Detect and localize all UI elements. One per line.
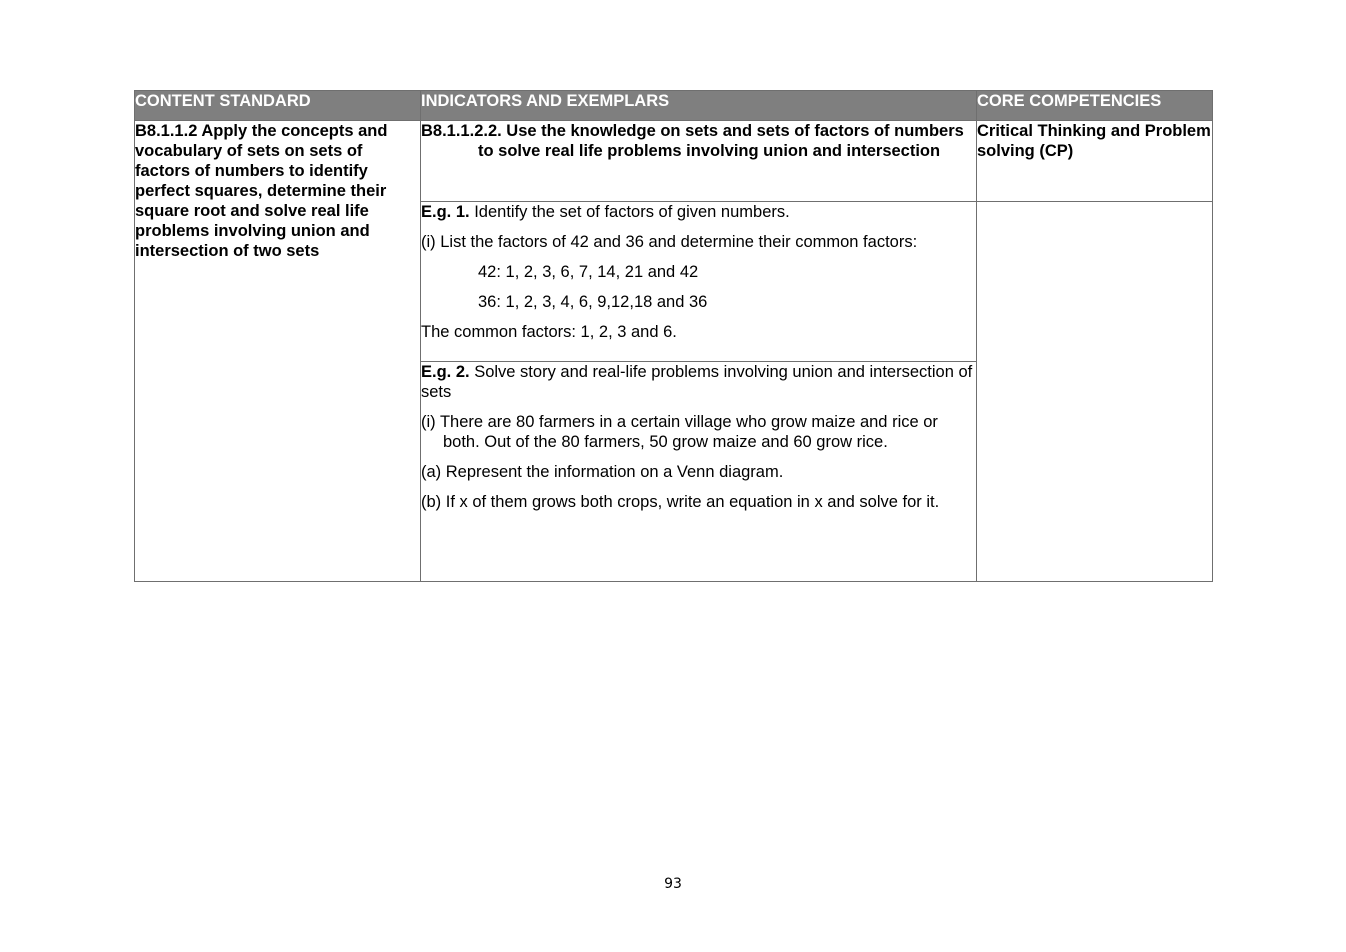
factors-of-42: 42: 1, 2, 3, 6, 7, 14, 21 and 42 (478, 263, 699, 281)
example-2-intro-line (421, 362, 976, 402)
core-competency-cell: Critical Thinking and Problem solving (CP) (977, 121, 1213, 202)
example-1-cell (421, 202, 977, 362)
content-standard-cell: B8.1.1.2 Apply the concepts and vocabulary of sets on sets of factors of numbers to identify perfect squares, determine their square root and solve real life problems involving union and intersection of two sets (135, 121, 421, 582)
table-row (135, 121, 1213, 202)
header-indicators: INDICATORS AND EXEMPLARS (421, 91, 977, 121)
page-number: 93 (664, 876, 682, 892)
example-2-part-a: (a) Represent the information on a Venn diagram. (421, 463, 784, 481)
common-factors-answer: The common factors: 1, 2, 3 and 6. (421, 323, 677, 341)
factors-of-36: 36: 1, 2, 3, 4, 6, 9,12,18 and 36 (478, 293, 708, 311)
indicator-cell (421, 121, 977, 202)
curriculum-table (134, 90, 1213, 582)
example-2-part-b: (b) If x of them grows both crops, write an equation in x and solve for it. (421, 493, 940, 511)
indicator-text: B8.1.1.2.2. Use the knowledge on sets and sets of factors of numbers to solve real life problems involving union and intersection (421, 122, 964, 160)
header-core-competencies: CORE COMPETENCIES (977, 91, 1213, 121)
header-content-standard: CONTENT STANDARD (135, 91, 421, 121)
example-2-label: E.g. 2. (421, 363, 470, 381)
example-1-intro: Identify the set of factors of given numbers. (474, 203, 790, 221)
example-2-intro: Solve story and real-life problems involving union and intersection of sets (421, 363, 973, 401)
core-competency-empty-cell (977, 202, 1213, 582)
header-row (135, 91, 1213, 121)
example-1-intro-line (421, 202, 976, 222)
example-2-question: (i) There are 80 farmers in a certain village who grow maize and rice or both. Out of the 80 farmers, 50 grow maize and 60 grow rice. (421, 413, 938, 451)
example-1-question: (i) List the factors of 42 and 36 and determine their common factors: (421, 233, 918, 251)
example-1-label: E.g. 1. (421, 203, 470, 221)
example-2-cell (421, 362, 977, 582)
